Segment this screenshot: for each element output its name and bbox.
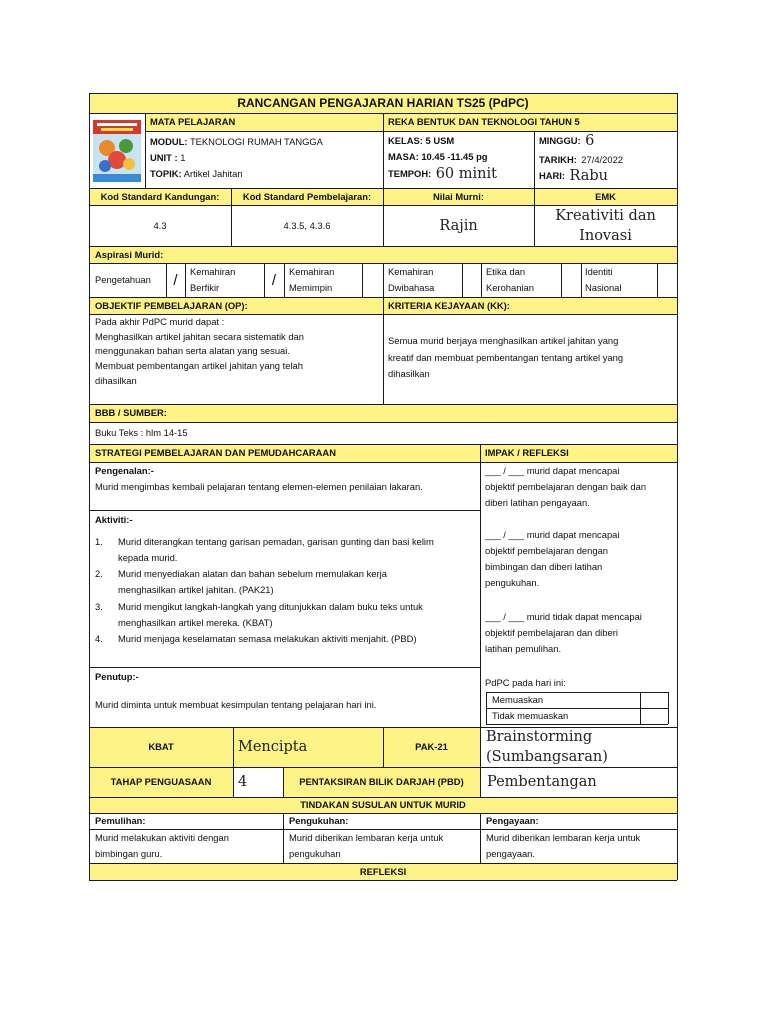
aktiviti-num-2: 2.	[95, 568, 103, 579]
kbat-label: KBAT	[148, 741, 174, 752]
pak21-value: Brainstorming (Sumbangsaran)	[486, 729, 608, 765]
ksk-header: Kod Standard Kandungan:	[100, 190, 220, 202]
impak-pemulihan-text: ___ / ___ murid tidak dapat mencapai objektif pembelajaran dan diberi latihan pemulihan.	[485, 611, 642, 654]
pengayaan-label: Pengayaan:	[486, 815, 539, 826]
pak21-label: PAK-21	[415, 741, 448, 752]
aspirasi-item-berfikir: Kemahiran Berfikir	[190, 266, 236, 293]
kbat-value: Mencipta	[238, 739, 308, 755]
aktiviti-num-1: 1.	[95, 536, 103, 547]
kelas-value: 5 USM	[425, 135, 455, 146]
op-text: Pada akhir PdPC murid dapat : Menghasilkan artikel jahitan secara sistematik dan menggunakan bahan serta alatan yang sesuai. Membuat pembentangan artikel jahitan yang telah dihasilkan	[95, 316, 304, 386]
nilai-header: Nilai Murni:	[432, 190, 485, 202]
bbb-text: Buku Teks : hlm 14-15	[95, 427, 188, 438]
unit-label: UNIT :	[150, 152, 178, 163]
minggu-value: 6	[585, 133, 595, 149]
nilai-value: Rajin	[439, 217, 478, 234]
penutup-text: Murid diminta untuk membuat kesimpulan tentang pelajaran hari ini.	[95, 699, 377, 710]
minggu-label: MINGGU:	[539, 135, 581, 146]
ksp-header: Kod Standard Pembelajaran:	[242, 190, 372, 202]
tahap-label: TAHAP PENGUASAAN	[110, 776, 212, 787]
pengukuhan-label: Pengukuhan:	[289, 815, 349, 826]
pbd-value: Pembentangan	[487, 774, 597, 790]
aspirasi-mark-memimpin	[362, 263, 383, 297]
pengenalan-text: Murid mengimbas kembali pelajaran tentang elemen-elemen penilaian lakaran.	[95, 481, 423, 492]
pengukuhan-text: Murid diberikan lembaran kerja untuk pengukuhan	[289, 832, 444, 859]
tarikh-line	[539, 150, 675, 166]
tempoh-value: 60 minit	[435, 166, 497, 182]
textbook-cover-image	[93, 120, 141, 182]
aspirasi-item-dwibahasa: Kemahiran Dwibahasa	[388, 266, 435, 293]
tarikh-label: TARIKH:	[539, 154, 577, 165]
aspirasi-mark-kerohanian	[561, 263, 581, 297]
bbb-label: BBB / SUMBER:	[95, 407, 167, 418]
kelas-label: KELAS:	[388, 135, 423, 146]
masa-value: 10.45 -11.45 pg	[421, 151, 488, 162]
kelas-line	[388, 133, 532, 149]
refleksi-label: REFLEKSI	[359, 865, 407, 877]
ksk-value: 4.3	[153, 219, 167, 231]
tidak-memuaskan-label: Tidak memuaskan	[492, 710, 569, 721]
masa-label: MASA:	[388, 151, 419, 162]
kk-label: KRITERIA KEJAYAAN (KK):	[388, 299, 510, 311]
memuaskan-label: Memuaskan	[492, 694, 544, 705]
aspirasi-item-memimpin: Kemahiran Memimpin	[289, 266, 335, 293]
aspirasi-item-kerohanian: Etika dan Kerohanian	[486, 266, 534, 293]
penutup-label: Penutup:-	[95, 671, 139, 682]
impak-pengukuhan-text: ___ / ___ murid dapat mencapai objektif pembelajaran dengan bimbingan dan diberi latihan pengukuhan.	[485, 529, 620, 588]
ksp-value: 4.3.5, 4.3.6	[283, 219, 331, 231]
modul-label: MODUL:	[150, 136, 188, 147]
aspirasi-mark-dwibahasa	[462, 263, 481, 297]
topik-label: TOPIK:	[150, 168, 182, 179]
tahap-value: 4	[238, 774, 248, 790]
tindakan-label: TINDAKAN SUSULAN UNTUK MURID	[300, 799, 466, 810]
topik-line	[150, 166, 380, 182]
aktiviti-label: Aktiviti:-	[95, 514, 133, 525]
mata-pelajaran-label: MATA PELAJARAN	[150, 116, 236, 127]
minggu-line	[539, 131, 675, 151]
aspirasi-mark-berfikir: /	[271, 271, 277, 289]
tidak-memuaskan-checkbox[interactable]	[641, 709, 668, 724]
hari-value: Rabu	[569, 168, 609, 184]
aspirasi-mark-pengetahuan: /	[173, 271, 178, 289]
emk-header: EMK	[595, 190, 616, 202]
tempoh-line	[388, 163, 532, 185]
pemulihan-text: Murid melakukan aktiviti dengan bimbingan guru.	[95, 832, 229, 859]
aktiviti-item-2: Murid menyediakan alatan dan bahan sebelum memulakan kerja menghasilkan artikel jahitan. (PAK21)	[118, 568, 387, 595]
emk-value: Kreativiti dan Inovasi	[555, 207, 656, 244]
aspirasi-mark-nasional	[657, 263, 677, 297]
modul-line	[150, 134, 380, 150]
impak-pengayaan-text: ___ / ___ murid dapat mencapai objektif pembelajaran dengan baik dan diberi latihan pengayaan.	[485, 465, 647, 508]
page-title: RANCANGAN PENGAJARAN HARIAN TS25 (PdPC)	[237, 96, 529, 110]
kk-text: Semua murid berjaya menghasilkan artikel jahitan yang kreatif dan membuat pembentangan tentang artikel yang dihasilkan	[388, 335, 624, 379]
aspirasi-item-nasional: Identiti Nasional	[585, 266, 622, 293]
pengenalan-label: Pengenalan:-	[95, 465, 154, 476]
strategi-label: STRATEGI PEMBELAJARAN DAN PEMUDAHCARAAN	[95, 447, 336, 458]
hari-line	[539, 166, 675, 186]
unit-value: 1	[180, 152, 186, 163]
topik-value: Artikel Jahitan	[183, 168, 243, 179]
op-label: OBJEKTIF PEMBELAJARAN (OP):	[95, 299, 248, 311]
hari-label: HARI:	[539, 170, 566, 181]
aspirasi-label: Aspirasi Murid:	[95, 248, 164, 260]
aktiviti-num-4: 4.	[95, 633, 103, 644]
memuaskan-checkbox[interactable]	[641, 693, 668, 708]
tarikh-value: 27/4/2022	[581, 154, 624, 165]
pemulihan-label: Pemulihan:	[95, 815, 146, 826]
aspirasi-item-pengetahuan: Pengetahuan	[95, 274, 151, 285]
modul-value: TEKNOLOGI RUMAH TANGGA	[189, 136, 323, 147]
aktiviti-num-3: 3.	[95, 601, 103, 612]
pengayaan-text: Murid diberikan lembaran kerja untuk pengayaan.	[486, 832, 641, 859]
aktiviti-item-1: Murid diterangkan tentang garisan pemadan, garisan gunting dan basi kelim kepada murid.	[118, 536, 434, 563]
impak-label: IMPAK / REFLEKSI	[485, 447, 569, 458]
pbd-label: PENTAKSIRAN BILIK DARJAH (PBD)	[299, 776, 464, 787]
aktiviti-item-3: Murid mengikut langkah-langkah yang ditunjukkan dalam buku teks untuk menghasilkan artikel mereka. (KBAT)	[118, 601, 423, 628]
unit-line	[150, 150, 380, 166]
mata-pelajaran-value: REKA BENTUK DAN TEKNOLOGI TAHUN 5	[388, 116, 580, 127]
aktiviti-item-4: Murid menjaga keselamatan semasa melakukan aktiviti menjahit. (PBD)	[118, 633, 417, 644]
tempoh-label: TEMPOH:	[388, 168, 432, 179]
pdpc-label: PdPC pada hari ini:	[485, 677, 566, 688]
